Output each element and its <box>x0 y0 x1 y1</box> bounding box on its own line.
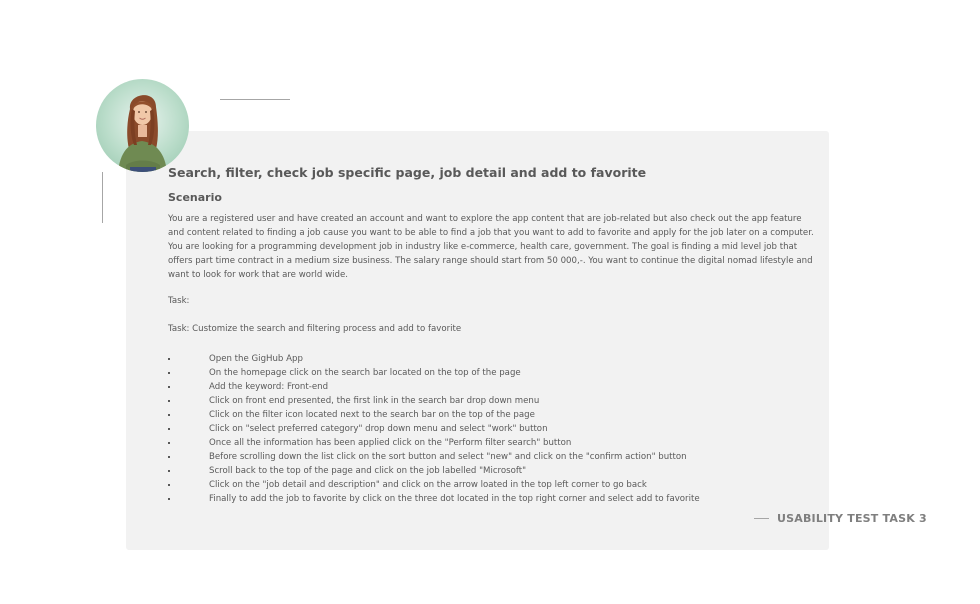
footer-label: USABILITY TEST TASK 3 <box>777 512 927 525</box>
list-item <box>168 422 700 436</box>
task-title: Task: Customize the search and filtering process and add to favorite <box>168 324 462 334</box>
step-text: Before scrolling down the list click on the sort button and select "new" and click on the "confirm action" button <box>209 452 687 462</box>
step-text: Click on "select preferred category" drop down menu and select "work" button <box>209 424 548 434</box>
list-item <box>168 450 700 464</box>
square-bullet-icon <box>168 414 170 416</box>
square-bullet-icon <box>168 442 170 444</box>
step-text: Click on the "job detail and description" and click on the arrow loated in the top left corner to go back <box>209 480 647 490</box>
list-item <box>168 464 700 478</box>
step-text: Open the GigHub App <box>209 354 303 364</box>
avatar-photo <box>96 79 189 172</box>
square-bullet-icon <box>168 498 170 500</box>
person-avatar-icon <box>96 79 189 172</box>
square-bullet-icon <box>168 470 170 472</box>
list-item <box>168 394 700 408</box>
list-item <box>168 492 700 506</box>
step-text: Click on front end presented, the first link in the search bar drop down menu <box>209 396 540 406</box>
list-item <box>168 380 700 394</box>
square-bullet-icon <box>168 358 170 360</box>
scenario-paragraph: You are a registered user and have created an account and want to explore the app content that are job-related but also check out the app feature and content related to finding a job cause you want to be able to find a job that you want to add to favorite and apply for the job later on a computer. You are looking for a programming development job in industry like e-commerce, health care, government. The goal is finding a mid level job that offers part time contract in a medium size business. The salary range should start from 50 000,-. You want to continue the digital nomad lifestyle and want to look for work that are world wide. <box>168 214 814 280</box>
step-text: Finally to add the job to favorite by click on the three dot located in the top right corner and select add to favorite <box>209 494 700 504</box>
list-item <box>168 352 700 366</box>
scenario-heading: Scenario <box>168 191 222 204</box>
step-text: Once all the information has been applied click on the "Perform filter search" button <box>209 438 572 448</box>
step-text: Add the keyword: Front-end <box>209 382 329 392</box>
square-bullet-icon <box>168 400 170 402</box>
square-bullet-icon <box>168 484 170 486</box>
list-item <box>168 366 700 380</box>
task-label: Task: <box>168 296 190 306</box>
list-item <box>168 436 700 450</box>
step-text: Click on the filter icon located next to the search bar on the top of the page <box>209 410 535 420</box>
square-bullet-icon <box>168 386 170 388</box>
footer-dash <box>754 518 769 519</box>
step-text: On the homepage click on the search bar located on the top of the page <box>209 368 521 378</box>
square-bullet-icon <box>168 428 170 430</box>
step-text: Scroll back to the top of the page and click on the job labelled "Microsoft" <box>209 466 527 476</box>
square-bullet-icon <box>168 456 170 458</box>
slide-title: Search, filter, check job specific page, job detail and add to favorite <box>168 165 647 180</box>
square-bullet-icon <box>168 372 170 374</box>
list-item <box>168 408 700 422</box>
list-item <box>168 478 700 492</box>
top-decorative-line <box>220 99 290 100</box>
task-steps-list <box>168 352 700 506</box>
left-decorative-line <box>102 172 103 223</box>
